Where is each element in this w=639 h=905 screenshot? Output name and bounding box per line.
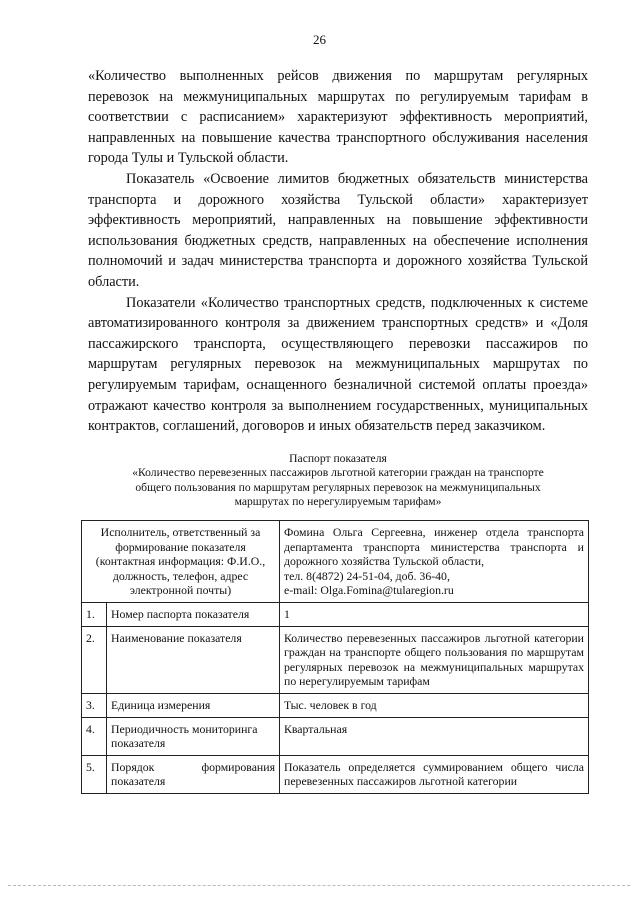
table-row (82, 717, 589, 755)
page-number: 26 (313, 32, 326, 47)
row-label: Периодичность мониторинга показателя (107, 717, 280, 755)
table-row (82, 755, 589, 793)
paragraph-1: «Количество выполненных рейсов движения по маршрутам регулярных перевозок на межмуниципальных маршрутах по регулируемым тарифам в соответствии с расписанием» характеризуют эффективность мероприятий, направленных на повышение качества транспортного обслуживания населения города Тулы и Тульской области. (88, 68, 588, 167)
table-row (82, 693, 589, 717)
row-number: 5. (82, 755, 107, 793)
passport-subtitle-line-1: «Количество перевезенных пассажиров льготной категории граждан на транспорте (132, 466, 544, 480)
table-row (82, 626, 589, 693)
executor-value (280, 521, 589, 603)
passport-subtitle-line-3: маршрутах по нерегулируемым тарифам» (234, 495, 442, 509)
row-value: Тыс. человек в год (280, 693, 589, 717)
passport-heading (88, 452, 588, 510)
executor-value-line-1: Фомина Ольга Сергеевна, инженер отдела транспорта департамента транспорта министерства транспорта и дорожного хозяйства Тульской области, (284, 525, 584, 569)
row-value: 1 (280, 602, 589, 626)
page-bottom-divider (8, 885, 630, 886)
row-value: Количество перевезенных пассажиров льготной категории граждан на транспорте общего пользования по маршрутам регулярных перевозок на межмуниципальных маршрутах по нерегулируемым тарифам (280, 626, 589, 693)
passport-title: Паспорт показателя (289, 452, 387, 465)
paragraph-2: Показатель «Освоение лимитов бюджетных обязательств министерства транспорта и дорожного хозяйства Тульской области» характеризует эффективность мероприятий, направленных на повышение эффективности использования бюджетных средств, направленных на обеспечение исполнения полномочий и задач министерства транспорта и дорожного хозяйства Тульской области. (88, 170, 588, 290)
row-label: Номер паспорта показателя (107, 602, 280, 626)
row-number: 2. (82, 626, 107, 693)
passport-table (81, 520, 589, 794)
table-row (82, 602, 589, 626)
row-number: 4. (82, 717, 107, 755)
row-label: Единица измерения (107, 693, 280, 717)
body-text (88, 66, 588, 437)
row-value: Показатель определяется суммированием общего числа перевезенных пассажиров льготной категории (280, 755, 589, 793)
row-number: 3. (82, 693, 107, 717)
row-number: 1. (82, 602, 107, 626)
paragraph-3: Показатели «Количество транспортных средств, подключенных к системе автоматизированного контроля за движением транспортных средств» и «Доля пассажирского транспорта, осуществляющего перевозки пассажиров по маршрутам регулярных перевозок на межмуниципальных маршрутах по регулируемым тарифам, оснащенного безналичной системой оплаты проезда» отражают качество контроля за выполнением государственных, муниципальных контрактов, соглашений, договоров и иных обязательств перед заказчиком. (88, 294, 588, 435)
row-label: Порядок формирования показателя (107, 755, 280, 793)
executor-value-line-3: e-mail: Olga.Fomina@tularegion.ru (284, 583, 454, 598)
passport-subtitle-line-2: общего пользования по маршрутам регулярных перевозок на межмуниципальных (135, 480, 541, 494)
row-label: Наименование показателя (107, 626, 280, 693)
table-row-executor (82, 521, 589, 603)
executor-label: Исполнитель, ответственный за формирование показателя (контактная информация: Ф.И.О., должность, телефон, адрес электронной почты) (82, 521, 280, 603)
executor-value-line-2: тел. 8(4872) 24-51-04, доб. 36-40, (284, 568, 450, 583)
row-value: Квартальная (280, 717, 589, 755)
